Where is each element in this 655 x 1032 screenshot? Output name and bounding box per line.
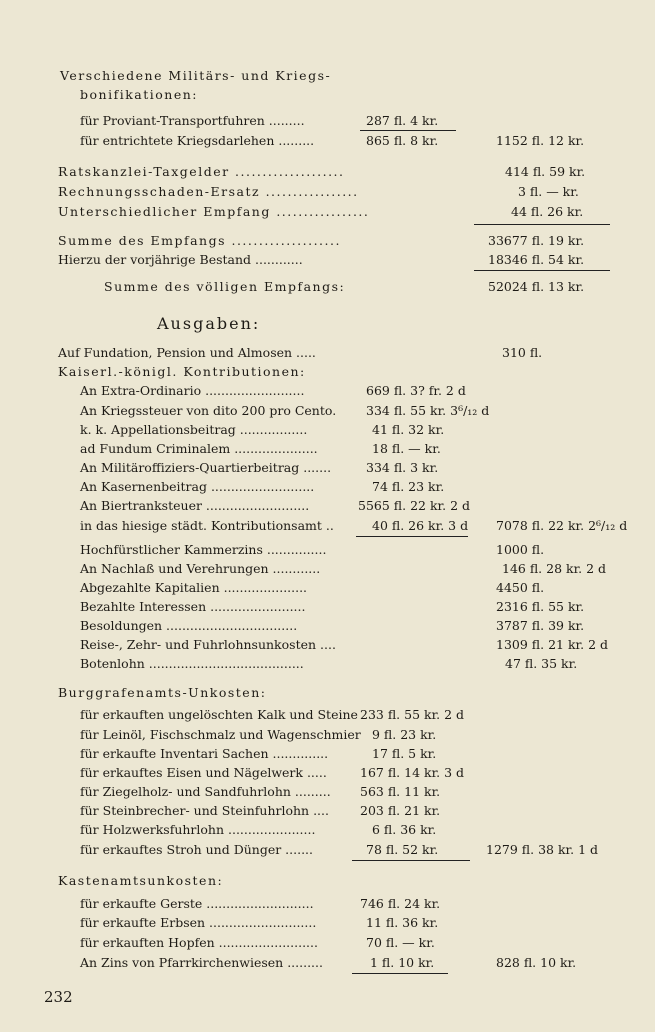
section-title: Verschiedene Militärs- und Kriegs- (60, 68, 332, 83)
entry-label: An Zins von Pfarrkirchenwiesen ......... (80, 955, 323, 970)
entry-total: 3 fl. — kr. (518, 184, 579, 199)
entry-total: 828 fl. 10 kr. (496, 955, 577, 970)
entry-total: 1000 fl. (496, 542, 545, 557)
entry-label: für erkauften Hopfen ......................... (80, 935, 318, 950)
sum-rule (360, 130, 456, 131)
entry-label: An Nachlaß und Verehrungen ............ (80, 561, 321, 576)
entry-label: für erkaufte Inventari Sachen .............. (80, 746, 329, 761)
entry-amount: 17 fl. 5 kr. (372, 746, 437, 761)
entry-amount: 70 fl. — kr. (366, 935, 435, 950)
entry-total: 4450 fl. (496, 580, 545, 595)
entry-label: Summe des Empfangs .................... (58, 233, 341, 248)
entry-label: ad Fundum Criminalem ..................... (80, 441, 318, 456)
entry-label: Botenlohn ....................................... (80, 656, 304, 671)
sum-rule (356, 536, 468, 537)
section-title: Kaiserl.-königl. Kontributionen: (58, 364, 306, 379)
entry-amount: 563 fl. 11 kr. (360, 784, 441, 799)
entry-label: An Kriegssteuer von dito 200 pro Cento. (80, 403, 337, 418)
entry-label: Hierzu der vorjährige Bestand ............ (58, 252, 303, 267)
entry-total: 146 fl. 28 kr. 2 d (502, 561, 607, 576)
entry-label: Bezahlte Interessen ........................ (80, 599, 306, 614)
entry-total: 1279 fl. 38 kr. 1 d (486, 842, 598, 857)
entry-total: 7078 fl. 22 kr. 2⁶/₁₂ d (496, 518, 628, 533)
entry-total: 33677 fl. 19 kr. (488, 233, 585, 248)
sum-rule (352, 973, 448, 974)
page-number: 232 (44, 988, 73, 1006)
grand-total: 52024 fl. 13 kr. (488, 279, 585, 294)
entry-label: für erkaufte Gerste ........................... (80, 896, 314, 911)
entry-label: für erkauftes Eisen und Nägelwerk ..... (80, 765, 327, 780)
entry-amount: 40 fl. 26 kr. 3 d (372, 518, 469, 533)
sum-rule (474, 270, 610, 271)
entry-label: für Proviant-Transportfuhren ......... (80, 113, 305, 128)
entry-total: 2316 fl. 55 kr. (496, 599, 585, 614)
entry-label: für entrichtete Kriegsdarlehen ......... (80, 133, 315, 148)
entry-amount: 669 fl. 3? fr. 2 d (366, 383, 466, 398)
entry-label: für Steinbrecher- und Steinfuhrlohn .... (80, 803, 329, 818)
entry-total: 414 fl. 59 kr. (505, 164, 586, 179)
entry-label: für erkauftes Stroh und Dünger ....... (80, 842, 313, 857)
entry-label: für erkaufte Erbsen ........................... (80, 915, 317, 930)
entry-amount: 203 fl. 21 kr. (360, 803, 441, 818)
entry-label: Unterschiedlicher Empfang ................. (58, 204, 370, 219)
entry-label: für erkauften ungelöschten Kalk und Steine (80, 707, 358, 722)
entry-label: Auf Fundation, Pension und Almosen ..... (58, 345, 316, 360)
entry-amount: 18 fl. — kr. (372, 441, 441, 456)
entry-amount: 334 fl. 55 kr. 3⁶/₁₂ d (366, 403, 490, 418)
entry-label: Ratskanzlei-Taxgelder .................... (58, 164, 345, 179)
entry-total: 3787 fl. 39 kr. (496, 618, 585, 633)
entry-label: in das hiesige städt. Kontributionsamt .. (80, 518, 334, 533)
entry-amount: 6 fl. 36 kr. (372, 822, 437, 837)
entry-label: An Militäroffiziers-Quartierbeitrag ....... (80, 460, 332, 475)
grand-total-label: Summe des völligen Empfangs: (104, 279, 346, 294)
entry-amount: 233 fl. 55 kr. 2 d (360, 707, 465, 722)
entry-label: Reise-, Zehr- und Fuhrlohnsunkosten .... (80, 637, 336, 652)
entry-label: An Biertranksteuer .......................... (80, 498, 310, 513)
entry-label: Hochfürstlicher Kammerzins ............... (80, 542, 327, 557)
entry-label: für Holzwerksfuhrlohn ...................... (80, 822, 316, 837)
section-title-cont: bonifikationen: (80, 87, 198, 102)
entry-amount: 78 fl. 52 kr. (366, 842, 439, 857)
entry-amount: 1 fl. 10 kr. (370, 955, 435, 970)
section-title: Burggrafenamts-Unkosten: (58, 685, 267, 700)
section-heading: Ausgaben: (157, 314, 261, 333)
entry-amount: 865 fl. 8 kr. (366, 133, 439, 148)
section-title: Kastenamtsunkosten: (58, 873, 224, 888)
entry-amount: 74 fl. 23 kr. (372, 479, 445, 494)
entry-amount: 746 fl. 24 kr. (360, 896, 441, 911)
entry-amount: 167 fl. 14 kr. 3 d (360, 765, 465, 780)
entry-label: für Ziegelholz- und Sandfuhrlohn ......... (80, 784, 331, 799)
entry-label: Abgezahlte Kapitalien ..................... (80, 580, 308, 595)
entry-label: Rechnungsschaden-Ersatz ................. (58, 184, 359, 199)
entry-label: Besoldungen ................................. (80, 618, 298, 633)
entry-amount: 334 fl. 3 kr. (366, 460, 439, 475)
entry-label: An Kasernenbeitrag .......................... (80, 479, 315, 494)
entry-amount: 9 fl. 23 kr. (372, 727, 437, 742)
entry-amount: 287 fl. 4 kr. (366, 113, 439, 128)
sum-rule (352, 860, 470, 861)
entry-amount: 5565 fl. 22 kr. 2 d (358, 498, 470, 513)
entry-label: für Leinöl, Fischschmalz und Wagenschmier (80, 727, 361, 742)
entry-total: 18346 fl. 54 kr. (488, 252, 585, 267)
entry-total: 47 fl. 35 kr. (505, 656, 578, 671)
entry-total: 1309 fl. 21 kr. 2 d (496, 637, 608, 652)
entry-label: An Extra-Ordinario ......................... (80, 383, 305, 398)
sum-rule (474, 224, 610, 225)
entry-total: 1152 fl. 12 kr. (496, 133, 585, 148)
entry-label: k. k. Appellationsbeitrag ................. (80, 422, 308, 437)
entry-total: 44 fl. 26 kr. (511, 204, 584, 219)
entry-total: 310 fl. (502, 345, 543, 360)
entry-amount: 41 fl. 32 kr. (372, 422, 445, 437)
entry-amount: 11 fl. 36 kr. (366, 915, 439, 930)
